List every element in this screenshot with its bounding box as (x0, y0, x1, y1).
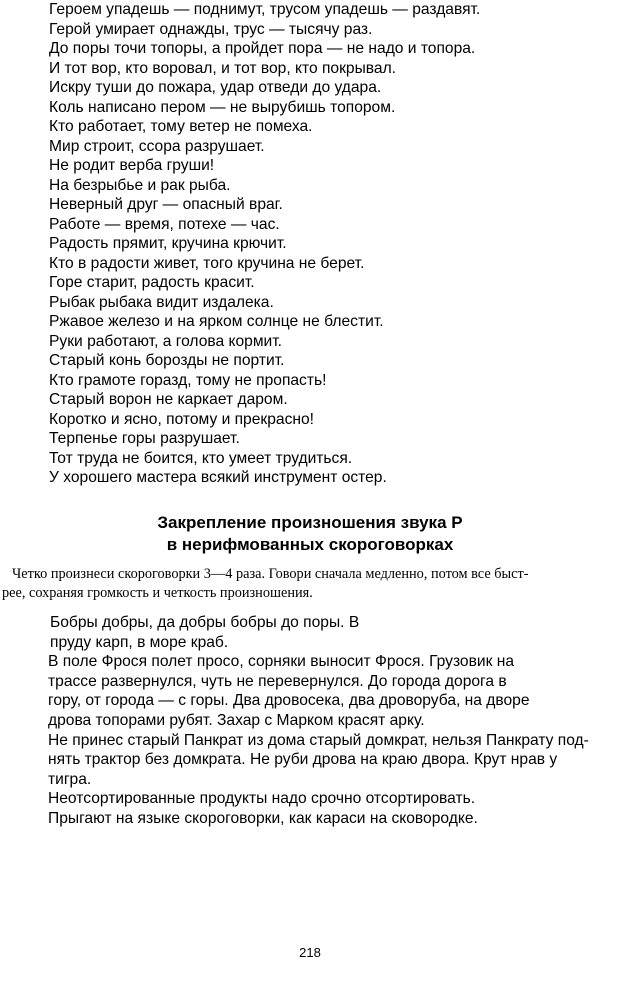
tongue-twisters-block (48, 613, 608, 829)
twister-line: дрова топорами рубят. Захар с Марком красят арку. (48, 711, 425, 729)
proverb-line: Коротко и ясно, потому и прекрасно! (49, 410, 314, 428)
twister-line: Не принес старый Панкрат из дома старый домкрат, нельзя Панкрату под- (48, 731, 589, 749)
proverb-line: Старый ворон не каркает даром. (49, 391, 288, 408)
section-heading-line-2: в нерифмованных скороговорках (166, 535, 454, 554)
proverb-line: Кто в радости живет, того кручина не берет. (49, 254, 365, 272)
proverb-line: Кто грамоте горазд, тому не пропасть! (49, 371, 327, 389)
instruction-paragraph (2, 565, 618, 603)
proverb-line: Радость прямит, кручина крючит. (49, 235, 287, 252)
twister-line: Бобры добры, да добры бобры до поры. В (50, 614, 360, 631)
proverb-line: Старый конь борозды не портит. (49, 352, 285, 369)
proverb-line: Героем упадешь — поднимут, трусом упадешь — раздавят. (49, 1, 481, 18)
proverb-line: Рыбак рыбака видит издалека. (49, 293, 274, 311)
proverb-line: Тот труда не боится, кто умеет трудиться. (49, 449, 353, 467)
proverb-line: Неверный друг — опасный враг. (49, 196, 283, 213)
instruction-line-1: Четко произнеси скороговорки 3—4 раза. Говори сначала медленно, потом все быст- (12, 566, 529, 582)
proverb-line: Не родит верба груши! (49, 157, 215, 174)
proverb-line: У хорошего мастера всякий инструмент остер. (49, 469, 387, 486)
proverb-line: Коль написано пером — не вырубишь топором. (49, 98, 396, 116)
proverb-line: Искру туши до пожара, удар отведи до удара. (49, 79, 382, 96)
twister-line: пруду карп, в море краб. (50, 633, 229, 651)
twister-line: нять трактор без домкрата. Не руби дрова на краю двора. Крут нрав у (48, 751, 558, 769)
proverb-line: Руки работают, а голова кормит. (49, 332, 282, 350)
section-heading-line-1: Закрепление произношения звука Р (157, 513, 463, 532)
proverb-line: Работе — время, потехе — час. (49, 215, 280, 233)
twister-line: трассе развернулся, чуть не перевернулся. До города дорога в (48, 672, 507, 690)
proverb-line: Кто работает, тому ветер не помеха. (49, 118, 313, 135)
proverb-line: И тот вор, кто воровал, и тот вор, кто покрывал. (49, 59, 397, 77)
twister-line: гору, от города — с горы. Два дровосека, два дроворуба, на дворе (48, 692, 530, 710)
proverb-line: Мир строит, ссора разрушает. (49, 137, 265, 155)
proverb-line: Горе старит, радость красит. (49, 274, 255, 291)
instruction-line-2: рее, сохраняя громкость и четкость произношения. (2, 585, 313, 601)
twister-line: Прыгают на языке скороговорки, как караси на сковородке. (48, 809, 478, 827)
twister-line: Неотсортированные продукты надо срочно отсортировать. (48, 790, 476, 808)
page-number: 218 (299, 945, 321, 960)
proverb-line: Ржавое железо и на ярком солнце не блестит. (49, 313, 384, 330)
proverb-line: Терпенье горы разрушает. (49, 430, 240, 447)
twister-line: тигра. (48, 770, 92, 788)
twister-line: В поле Фрося полет просо, сорняки выносит Фрося. Грузовик на (48, 653, 515, 671)
proverb-line: Герой умирает однажды, трус — тысячу раз. (49, 20, 373, 38)
proverb-line: До поры точи топоры, а пройдет пора — не надо и топора. (49, 40, 476, 57)
proverbs-list (49, 0, 609, 488)
proverb-line: На безрыбье и рак рыба. (49, 176, 231, 194)
section-heading (0, 512, 620, 556)
